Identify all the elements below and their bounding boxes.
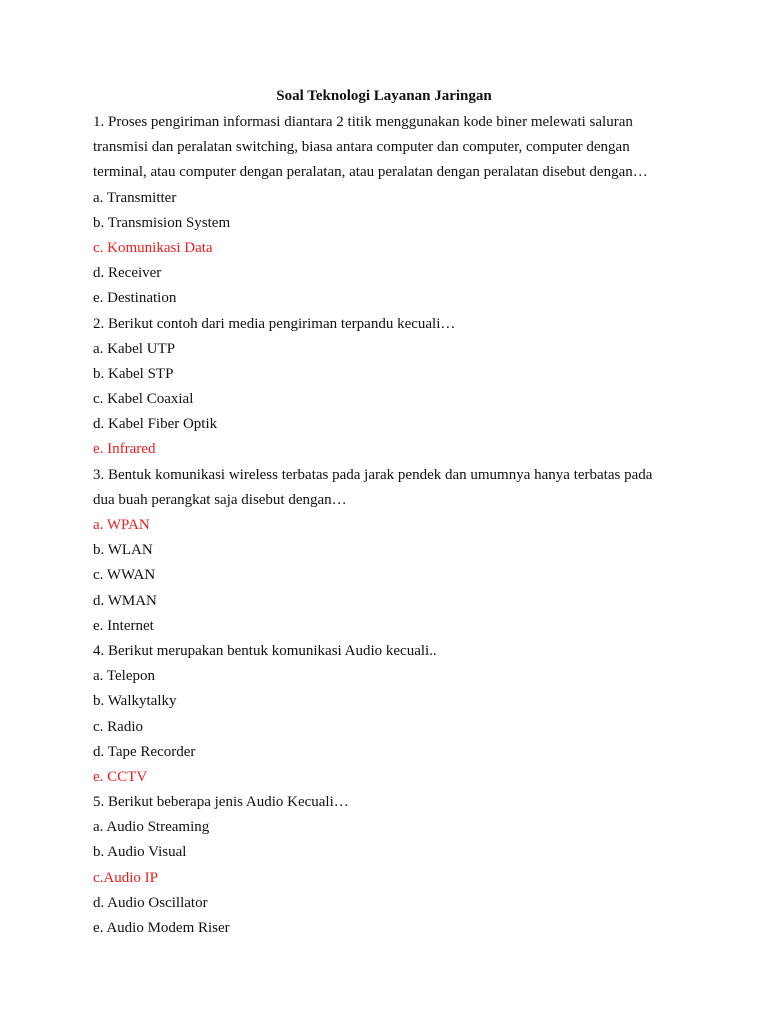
option-line: d. Receiver — [93, 265, 162, 282]
option-line: a. Audio Streaming — [93, 819, 210, 836]
option-line: b. Audio Visual — [93, 844, 187, 861]
option-line: d. WMAN — [93, 592, 157, 609]
question-text-line: dua buah perangkat saja disebut dengan… — [93, 491, 347, 508]
option-line: b. Kabel STP — [93, 365, 174, 382]
option-line: e. Internet — [93, 617, 154, 634]
document-body — [93, 110, 693, 941]
option-line: c. Radio — [93, 718, 143, 735]
option-line: a. Transmitter — [93, 189, 177, 206]
question-text-line: 2. Berikut contoh dari media pengiriman terpandu kecuali… — [93, 315, 456, 332]
question-text-line: transmisi dan peralatan switching, biasa antara computer dan computer, computer dengan — [93, 139, 630, 156]
question-text-line: 1. Proses pengiriman informasi diantara 2 titik menggunakan kode biner melewati saluran — [93, 114, 633, 130]
option-line: d. Audio Oscillator — [93, 894, 208, 911]
correct-answer-line: a. WPAN — [93, 517, 150, 533]
option-line: d. Tape Recorder — [93, 743, 196, 760]
correct-answer-line: c.Audio IP — [93, 869, 158, 886]
option-line: b. Walkytalky — [93, 693, 177, 710]
option-line: a. Kabel UTP — [93, 340, 176, 357]
question-text-line: terminal, atau computer dengan peralatan, atau peralatan dengan peralatan disebut dengan… — [93, 164, 648, 181]
correct-answer-line: c. Komunikasi Data — [93, 239, 213, 256]
option-line: d. Kabel Fiber Optik — [93, 416, 218, 433]
option-line: b. Transmision System — [93, 214, 231, 231]
question-text-line: 5. Berikut beberapa jenis Audio Kecuali… — [93, 794, 349, 811]
correct-answer-line: e. Infrared — [93, 441, 156, 458]
question-text-line: 4. Berikut merupakan bentuk komunikasi Audio kecuali.. — [93, 642, 437, 659]
option-line: b. WLAN — [93, 542, 153, 559]
correct-answer-line: e. CCTV — [93, 768, 148, 785]
question-text-line: 3. Bentuk komunikasi wireless terbatas pada jarak pendek dan umumnya hanya terbatas pada — [93, 466, 653, 483]
option-line: e. Audio Modem Riser — [93, 920, 230, 936]
option-line: c. Kabel Coaxial — [93, 391, 194, 408]
option-line: a. Telepon — [93, 668, 155, 685]
option-line: e. Destination — [93, 290, 177, 307]
document-title: Soal Teknologi Layanan Jaringan — [276, 88, 492, 104]
option-line: c. WWAN — [93, 567, 156, 584]
